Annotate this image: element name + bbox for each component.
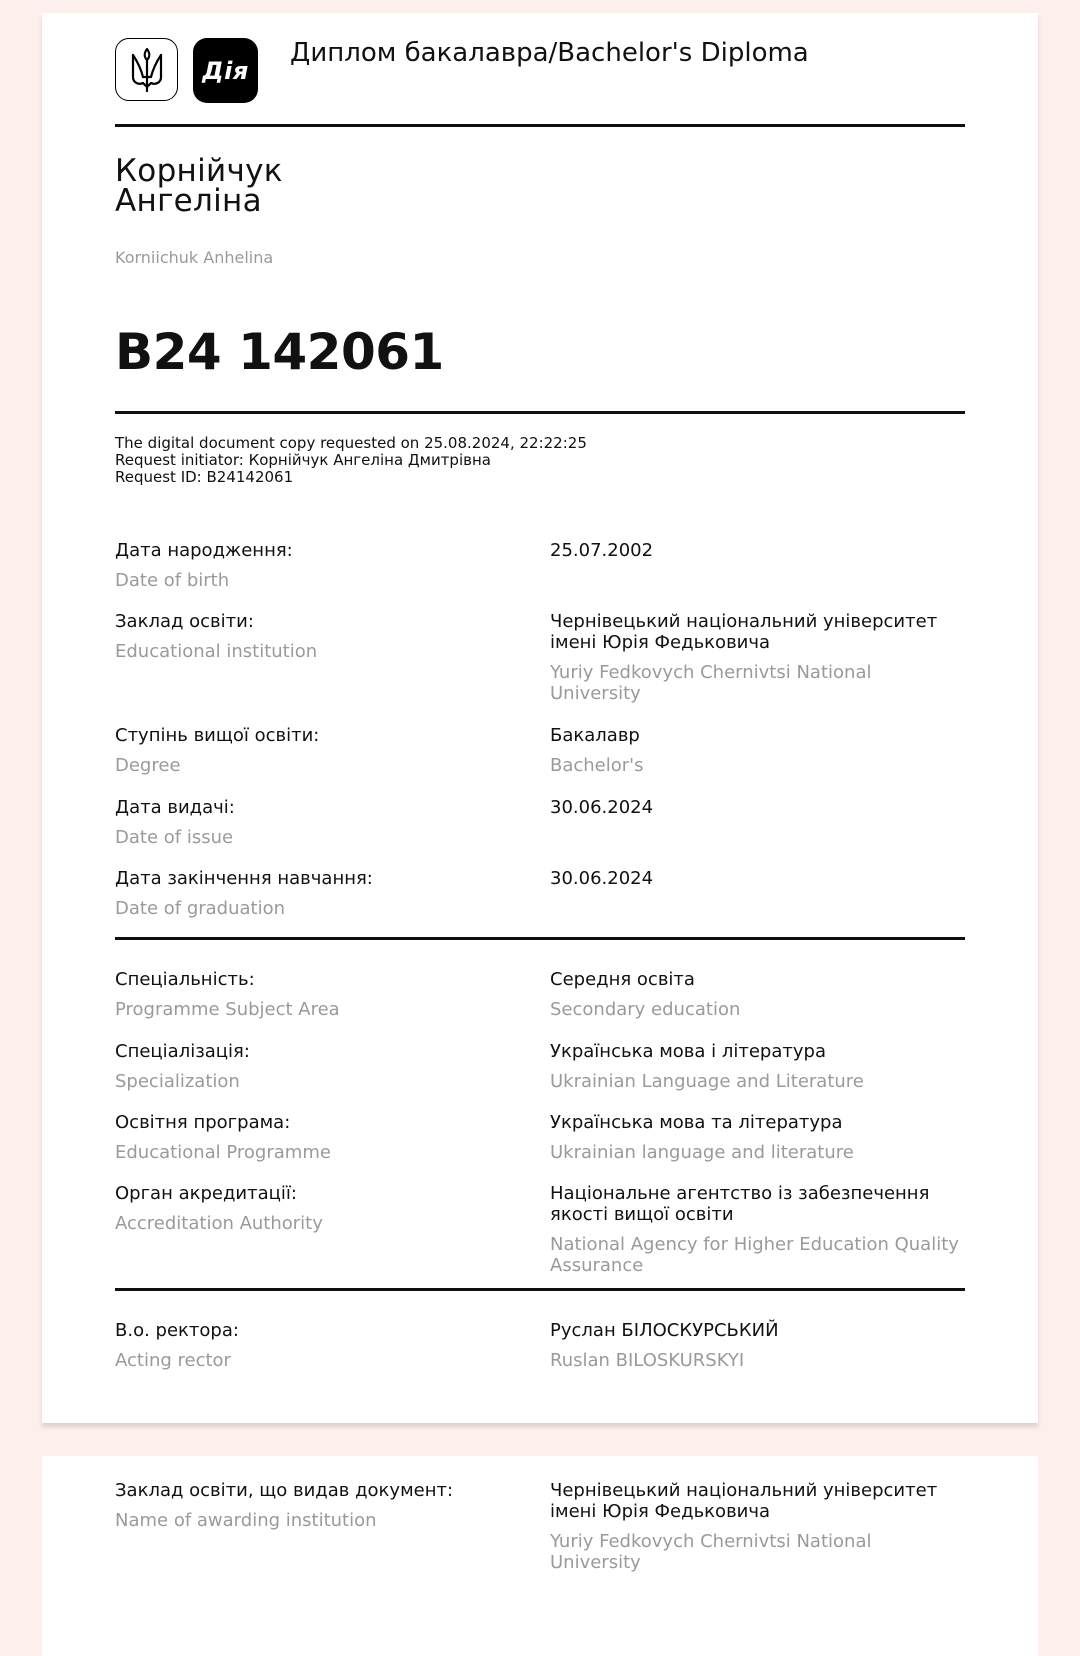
field-label: Спеціалізація:	[115, 1041, 250, 1062]
document-number: B24 142061	[115, 323, 444, 381]
field-value-en: Yuriy Fedkovych Chernivtsi National University	[550, 1531, 872, 1573]
trident-emblem-icon	[115, 38, 178, 101]
field-value: Середня освіта	[550, 969, 695, 990]
field-value: Українська мова та література	[550, 1112, 843, 1133]
divider	[115, 1288, 965, 1291]
holder-given-name: Ангеліна	[115, 183, 262, 219]
field-label-en: Date of graduation	[115, 898, 286, 919]
field-label: Спеціальність:	[115, 969, 255, 990]
field-value-en: National Agency for Higher Education Quality Assurance	[550, 1234, 959, 1276]
field-value: Чернівецький національний університет імені Юрія Федьковича	[550, 1480, 938, 1522]
field-label-en: Educational institution	[115, 641, 318, 662]
field-value-en: Bachelor's	[550, 755, 644, 776]
holder-name-uk	[115, 153, 283, 219]
field-label-en: Name of awarding institution	[115, 1510, 377, 1531]
request-date: The digital document copy requested on 25.08.2024, 22:22:25	[115, 434, 587, 452]
document-page-1	[42, 13, 1038, 1423]
field-label: Заклад освіти, що видав документ:	[115, 1480, 454, 1501]
field-label-en: Specialization	[115, 1071, 240, 1092]
document-page-2	[42, 1456, 1038, 1656]
request-info	[115, 435, 587, 486]
document-title: Диплом бакалавра/Bachelor's Diploma	[290, 38, 809, 68]
field-label: Заклад освіти:	[115, 611, 254, 632]
field-label-en: Acting rector	[115, 1350, 231, 1371]
field-label-en: Programme Subject Area	[115, 999, 340, 1020]
field-label: Освітня програма:	[115, 1112, 291, 1133]
field-label-en: Date of birth	[115, 570, 230, 591]
holder-name-en: Korniichuk Anhelina	[115, 248, 274, 267]
field-value: Руслан БІЛОСКУРСЬКИЙ	[550, 1320, 779, 1341]
field-label-en: Educational Programme	[115, 1142, 331, 1163]
field-value-en: Ukrainian language and literature	[550, 1142, 854, 1163]
field-label: Ступінь вищої освіти:	[115, 725, 320, 746]
request-initiator: Request initiator: Корнійчук Ангеліна Дмитрівна	[115, 451, 491, 469]
field-label-en: Date of issue	[115, 827, 234, 848]
field-value: Національне агентство із забезпечення якості вищої освіти	[550, 1183, 930, 1225]
field-label: Дата народження:	[115, 540, 293, 561]
diia-logo: Дія	[193, 38, 258, 103]
field-value-en: Ukrainian Language and Literature	[550, 1071, 864, 1092]
field-label: В.о. ректора:	[115, 1320, 239, 1341]
field-value-en: Ruslan BILOSKURSKYI	[550, 1350, 745, 1371]
field-value: Бакалавр	[550, 725, 640, 746]
field-value: 30.06.2024	[550, 868, 654, 889]
request-id: Request ID: B24142061	[115, 468, 294, 486]
field-value: 25.07.2002	[550, 540, 654, 561]
field-label-en: Accreditation Authority	[115, 1213, 323, 1234]
divider	[115, 411, 965, 414]
field-label-en: Degree	[115, 755, 181, 776]
field-label: Дата видачі:	[115, 797, 235, 818]
field-value-en: Yuriy Fedkovych Chernivtsi National University	[550, 662, 872, 704]
field-value-en: Secondary education	[550, 999, 741, 1020]
field-value: Чернівецький національний університет імені Юрія Федьковича	[550, 611, 938, 653]
holder-surname: Корнійчук	[115, 153, 283, 189]
document-header	[115, 38, 965, 118]
field-label: Орган акредитації:	[115, 1183, 297, 1204]
field-value: 30.06.2024	[550, 797, 654, 818]
divider	[115, 937, 965, 940]
field-label: Дата закінчення навчання:	[115, 868, 373, 889]
divider	[115, 124, 965, 127]
field-value: Українська мова і література	[550, 1041, 826, 1062]
